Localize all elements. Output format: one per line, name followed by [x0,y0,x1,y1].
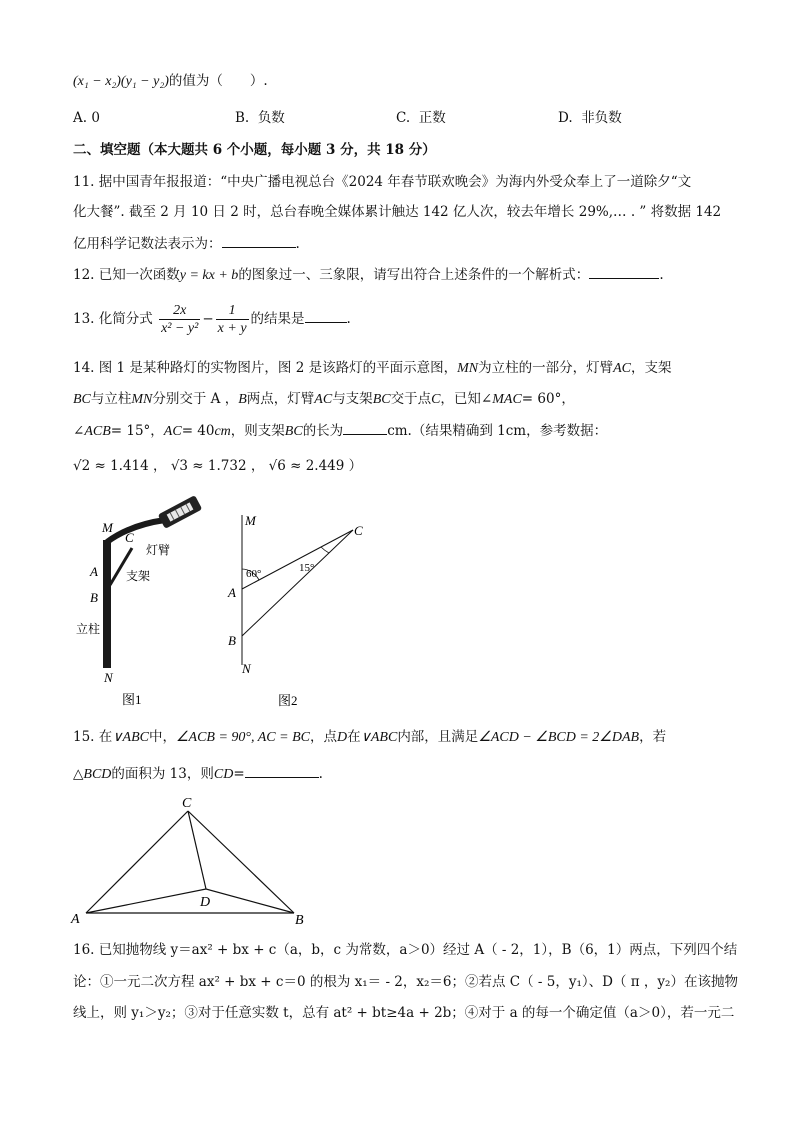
q14-answer-blank[interactable] [343,420,387,435]
fig2-label-c: C [354,523,363,538]
q10-option-b[interactable] [235,108,285,128]
q15-var: ∨ABC [360,730,398,745]
q12-answer-blank[interactable] [589,264,659,279]
q13-answer-blank[interactable] [305,308,347,323]
q14-text: ，支架 [631,360,672,376]
figure-1-street-lamp [70,490,220,710]
q15-text: = [233,766,245,782]
q10-stem [73,71,268,92]
fig2-label-m: M [245,513,256,528]
q14-var: ACB [84,424,111,439]
q15-text: 内部，且满足 [397,729,479,745]
q13-period: . [346,311,351,327]
q11-line-3 [73,233,300,254]
q14-text: 分别交于 A ， [152,391,239,407]
angle-60-label: 60° [246,568,262,580]
fig3-label-d: D [200,895,211,910]
q10-text: 的值为（ ）. [168,73,268,89]
q14-line-4: √2 ≈ 1.414 ， √3 ≈ 1.732 ， √6 ≈ 2.449 ） [73,458,363,474]
q13-minus: − [202,311,214,327]
q14-var: AC [163,424,182,439]
q10-option-d[interactable] [558,108,622,128]
fig3-label-c: C [182,796,192,811]
segment-ad [86,889,206,913]
fig2-caption: 图2 [278,693,298,708]
section-2-heading: 二、填空题（本大题共 6 个小题，每小题 3 分，共 18 分） [73,142,436,158]
fig1-label-pole: 立柱 [76,622,101,636]
option-a-label: A. 0 [73,110,100,126]
q12-line [73,264,664,286]
q11-line-3-text: 亿用科学记数法表示为： [73,236,222,252]
q14-var: BC [73,392,91,407]
q14-text: cm.（结果精确到 1cm，参考数据： [387,423,608,439]
q15-var: D [336,730,348,745]
q13-post: 的结果是 [250,311,305,327]
q12-pre: 12. 已知一次函数 [73,267,180,283]
q14-text: ，已知∠ [440,391,493,407]
fig2-label-a: A [228,585,236,600]
q15-answer-blank[interactable] [245,763,319,778]
q15-var: CD [213,767,234,782]
q12-expression: y = kx + b [179,268,239,283]
q11-line-2: 化大餐”. 截至 2 月 10 日 2 时，总台春晚全媒体累计触达 142 亿人次，较去年增长 29%,… . ” 将数据 142 [73,204,722,220]
q14-line-2 [73,389,575,410]
q15-var: ∠ACB = 90°, AC = BC [175,730,310,745]
q14-var: MAC [492,392,522,407]
fig1-label-a: A [90,564,98,579]
q13-fraction-2 [216,302,249,337]
q14-var: cm [214,424,231,439]
q14-var: MN [457,361,479,376]
q14-text: 交于点 [390,391,432,407]
q14-var: AC [314,392,333,407]
q14-text: 的长为 [302,423,344,439]
lamp-head [158,495,203,529]
q15-text: 在 [347,729,361,745]
q14-var: MN [131,392,153,407]
q16-line-1: 16. 已知抛物线 y＝ax² + bx + c（a，b，c 为常数，a＞0）经过 A（ - 2，1），B（6，1）两点，下列四个结 [73,942,738,958]
fig1-caption: 图1 [122,692,142,707]
fraction-2-denominator: x + y [217,321,247,336]
q14-text: = 40 [181,423,215,439]
q13-fraction-1 [159,302,200,337]
fraction-2-numerator: 1 [216,302,249,320]
q15-text: 中， [148,729,176,745]
segment-ca [86,811,188,913]
q13-line [73,301,351,337]
q14-text: ，则支架 [230,423,285,439]
q15-var: BCD [83,767,112,782]
q14-text: ∠ [73,423,85,439]
q15-line-1 [73,727,666,748]
angle-15-arc [321,547,329,553]
q10-option-a[interactable] [73,108,100,128]
option-b-text: 负数 [257,110,285,126]
q14-text: 与支架 [332,391,373,407]
lamp-arm [107,520,165,542]
q14-line-1 [73,358,672,379]
q14-var: B [238,392,247,407]
q14-var: BC [372,392,391,407]
fig1-label-b: B [90,590,98,605]
option-c-text: 正数 [418,110,446,126]
fig3-label-a: A [71,912,80,927]
q15-text: ，若 [639,729,667,745]
option-d-label: D. [558,110,573,126]
figure-2-schematic [220,505,380,710]
figure-3-triangle [66,793,316,928]
q15-line-2 [73,763,323,785]
q13-pre: 13. 化简分式 [73,311,153,327]
q15-text: 的面积为 13，则 [111,766,214,782]
q16-line-3: 线上，则 y₁＞y₂；③对于任意实数 t，总有 at² + bt≥4a + 2b；④对于 a 的每一个确定值（a＞0），若一元二 [73,1005,735,1021]
q14-var: C [431,392,441,407]
lamp-pole [103,540,111,668]
fig1-label-c: C [125,530,134,545]
option-c-label: C. [396,110,411,126]
fig2-label-b: B [228,633,236,648]
option-b-label: B. [235,110,250,126]
q12-post: 的图象过一、三象限，请写出符合上述条件的一个解析式： [238,267,590,283]
q14-var: AC [613,361,631,376]
fig1-label-bracket: 支架 [126,569,151,583]
q10-expression: (x₁ − x₂)(y₁ − y₂) [73,74,169,89]
q14-text: 为立柱的一部分，灯臂 [478,360,614,376]
q15-text: 15. 在 [73,729,113,745]
fig2-label-n: N [242,661,251,676]
q14-text: 14. 图 1 是某种路灯的实物图片，图 2 是该路灯的平面示意图， [73,360,458,376]
q10-option-c[interactable] [396,108,446,128]
q11-answer-blank[interactable] [222,233,296,248]
q15-var: ∨ABC [112,730,149,745]
q15-period: . [318,766,323,782]
fig1-label-lamp-arm: 灯臂 [146,543,171,557]
segment-cd [188,811,206,889]
q15-text: ，点 [309,729,337,745]
q12-period: . [659,267,664,283]
segment-bc [242,530,353,636]
q15-text: △ [73,766,84,782]
fig1-label-n: N [104,670,113,685]
q16-line-2: 论：①一元二次方程 ax² + bx + c＝0 的根为 x₁＝ - 2，x₂＝6；②若点 C（ - 5，y₁）、D（ π ，y₂）在该抛物 [73,974,738,990]
fig1-label-m: M [102,520,113,535]
option-d-text: 非负数 [581,110,622,126]
q14-text: = 60°， [521,391,575,407]
fig3-label-b: B [295,913,304,928]
q14-var: BC [284,424,303,439]
fraction-1-numerator: 2x [159,302,200,320]
q15-var: ∠ACD − ∠BCD = 2∠DAB [478,730,640,745]
q14-text: 与立柱 [90,391,132,407]
q14-text: = 15°， [110,423,164,439]
angle-15-label: 15° [299,562,315,574]
q11-period: . [295,236,300,252]
q14-line-3 [73,420,607,442]
q11-line-1: 11. 据中国青年报报道：“中央广播电视总台《2024 年春节联欢晚会》为海内外受众奉上了一道除夕“文 [73,174,692,190]
fraction-1-denominator: x² − y² [161,321,199,336]
q14-text: 两点，灯臂 [246,391,315,407]
